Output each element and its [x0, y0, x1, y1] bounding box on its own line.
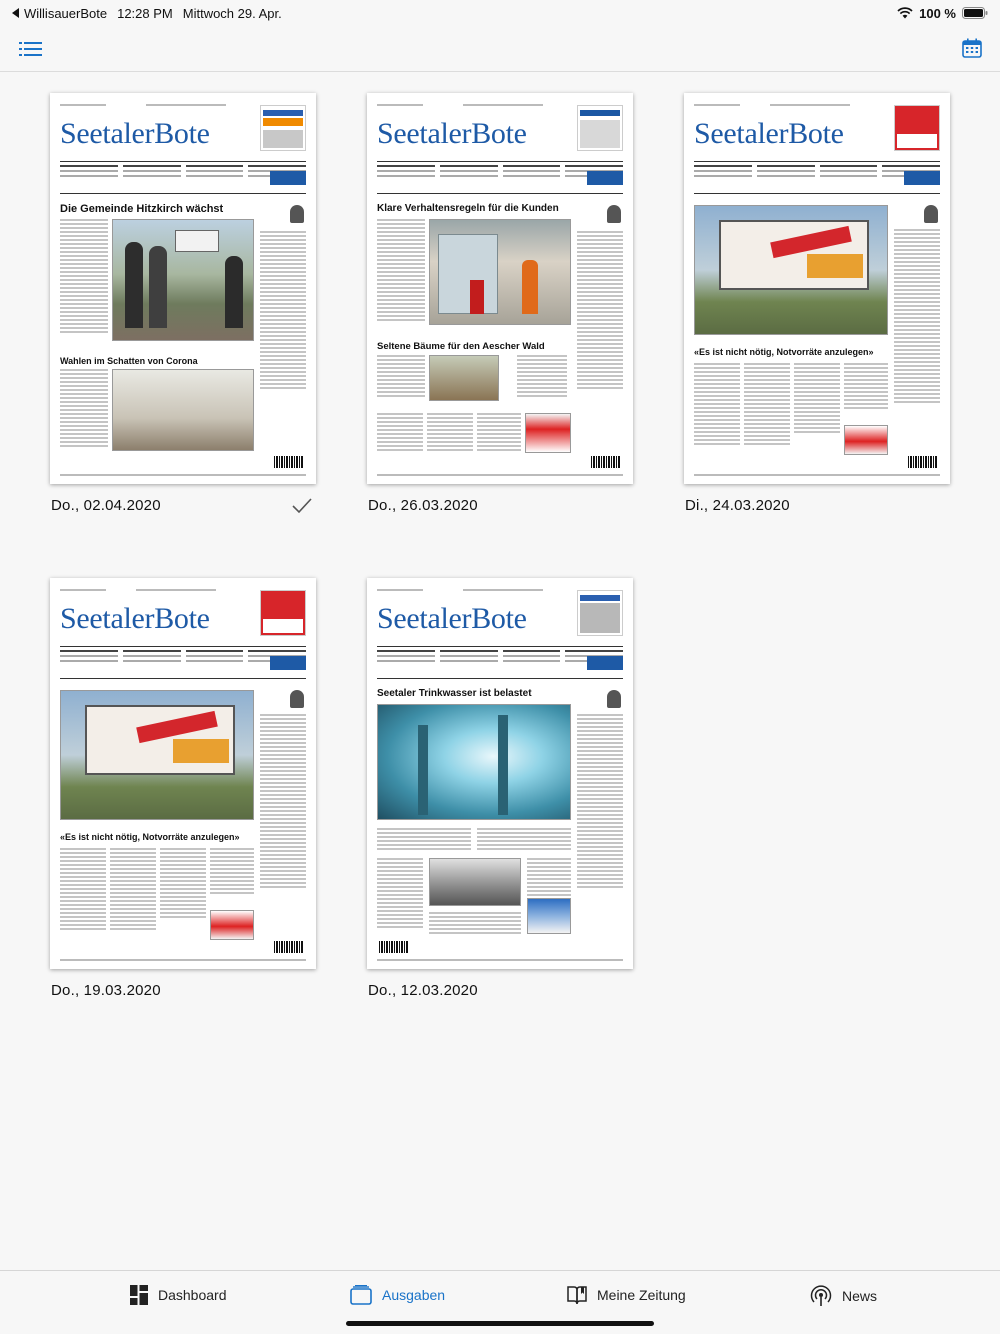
issue-cover[interactable] [367, 578, 633, 969]
ausgaben-icon [350, 1285, 372, 1305]
status-time: 12:28 PM [117, 5, 173, 21]
issue-date: Do., 02.04.2020 [51, 497, 161, 514]
issue-date: Do., 19.03.2020 [51, 982, 161, 999]
menu-button[interactable] [19, 38, 43, 60]
battery-percent: 100 % [919, 5, 956, 21]
issue-card[interactable] [50, 578, 318, 999]
tab-label: News [842, 1288, 878, 1304]
issue-card[interactable] [367, 578, 635, 999]
battery-icon [962, 7, 988, 19]
ad-box [260, 105, 306, 151]
calendar-icon [962, 38, 982, 58]
issue-card[interactable] [367, 93, 635, 514]
ad-box [894, 105, 940, 151]
issue-date: Di., 24.03.2020 [685, 497, 790, 514]
issue-headline: Klare Verhaltensregeln für die Kunden [377, 203, 559, 214]
ad-box [260, 590, 306, 636]
masthead: SeetalerBote [60, 117, 210, 150]
tab-label: Ausgaben [382, 1287, 446, 1303]
ad-box [577, 105, 623, 151]
tab-dashboard[interactable] [130, 1285, 227, 1305]
status-date: Mittwoch 29. Apr. [182, 5, 282, 21]
dashboard-icon [130, 1285, 148, 1305]
book-icon [567, 1285, 587, 1305]
issue-cover[interactable] [50, 578, 316, 969]
cover-photo [112, 219, 254, 341]
issues-grid [0, 72, 1000, 1270]
checkmark-icon [292, 498, 312, 514]
issue-cover[interactable] [684, 93, 950, 484]
ad-box [577, 590, 623, 636]
masthead: SeetalerBote [694, 117, 844, 150]
tab-news[interactable] [810, 1285, 877, 1307]
tab-label: Meine Zeitung [597, 1287, 686, 1303]
tab-label: Dashboard [158, 1287, 227, 1303]
issue-date: Do., 26.03.2020 [368, 497, 478, 514]
issue-cover[interactable] [50, 93, 316, 484]
issue-card[interactable] [50, 93, 318, 514]
news-icon [810, 1285, 832, 1307]
issue-date: Do., 12.03.2020 [368, 982, 478, 999]
issue-second-headline: Seltene Bäume für den Aescher Wald [377, 341, 545, 352]
issue-cover[interactable] [367, 93, 633, 484]
tab-ausgaben[interactable] [350, 1285, 445, 1305]
masthead: SeetalerBote [377, 117, 527, 150]
issue-headline: Seetaler Trinkwasser ist belastet [377, 688, 532, 699]
cover-photo [429, 219, 571, 325]
issue-headline: «Es ist nicht nötig, Notvorräte anzulegen» [694, 347, 874, 357]
home-indicator[interactable] [346, 1321, 654, 1326]
back-app-label: WillisauerBote [24, 5, 108, 21]
back-to-app-button[interactable] [12, 6, 107, 21]
tab-meine-zeitung[interactable] [567, 1285, 686, 1305]
issue-headline: «Es ist nicht nötig, Notvorräte anzulegen» [60, 832, 240, 842]
cover-photo [60, 690, 254, 820]
wifi-icon [897, 7, 913, 19]
issue-second-headline: Wahlen im Schatten von Corona [60, 356, 198, 366]
nav-bar [0, 26, 1000, 72]
masthead: SeetalerBote [377, 602, 527, 635]
issue-headline: Die Gemeinde Hitzkirch wächst [60, 203, 224, 215]
list-menu-icon [19, 38, 43, 60]
calendar-button[interactable] [962, 38, 986, 60]
cover-photo [377, 704, 571, 820]
issue-card[interactable] [684, 93, 952, 514]
masthead: SeetalerBote [60, 602, 210, 635]
status-bar [0, 0, 1000, 26]
back-triangle-icon [12, 8, 20, 18]
cover-photo [694, 205, 888, 335]
